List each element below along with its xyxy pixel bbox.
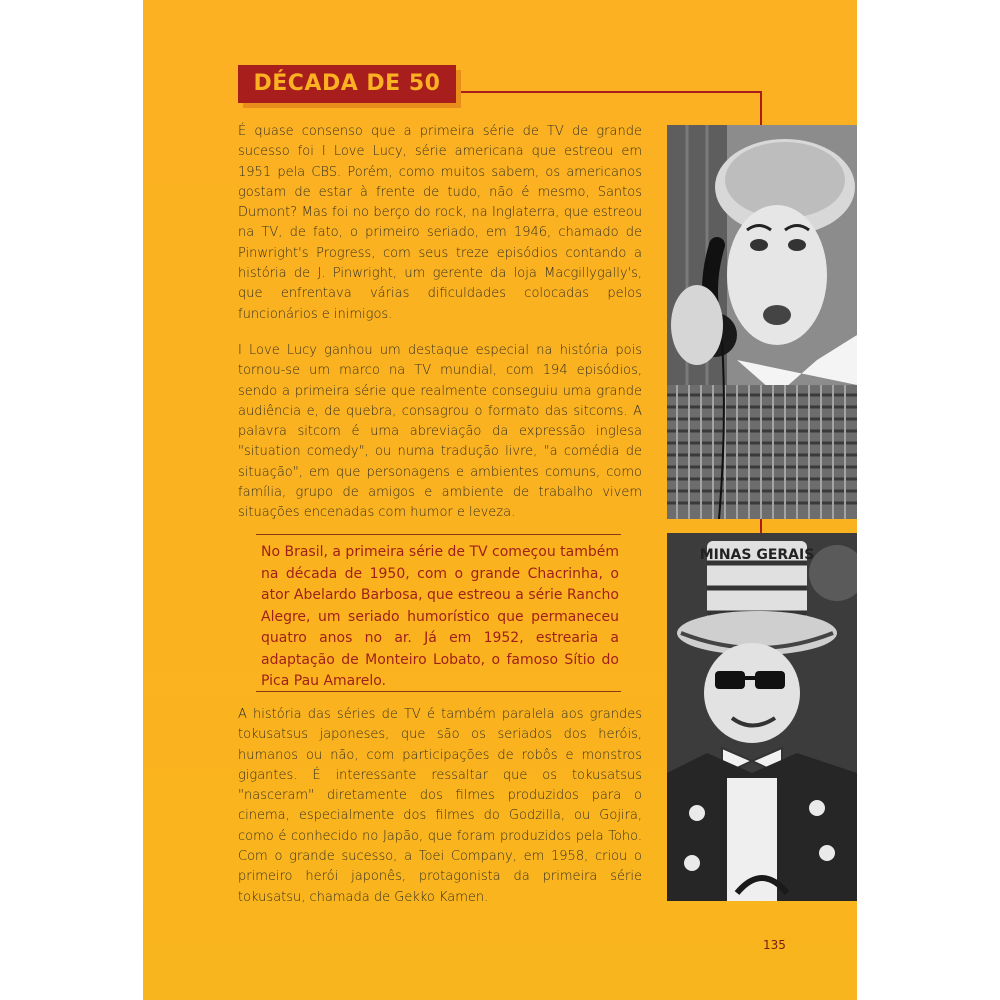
decorative-line — [760, 519, 762, 533]
chacrinha-illustration — [667, 533, 857, 901]
decorative-line — [461, 91, 761, 93]
hat-lettering: MINAS GERAIS — [699, 547, 815, 563]
section-heading-box — [238, 65, 456, 103]
paragraph: A história das séries de TV é também paralela aos grandes tokusatsus japoneses, que são os seriados dos heróis, humanos ou não, com participações de robôs e monstros gigantes. É interessante ressaltar que os tokusatsus "nasceram" diretamente dos filmes produzidos para o cinema, especialmente dos filmes do Godzilla, ou Gojira, como é conhecido no Japão, que foram produzidos pela Toho. Com o grande sucesso, a Toei Company, em 1958, criou o primeiro herói japonês, protagonista da primeira série tokusatsu, chamada de Gekko Kamen. — [238, 707, 642, 905]
callout-paragraph: No Brasil, a primeira série de TV começou também na década de 1950, com o grande Chacrinha, o ator Abelardo Barbosa, que estreou a série Rancho Alegre, um seriado humorístico que permaneceu quatro anos no ar. Já em 1952, estrearia a adaptação de Monteiro Lobato, o famoso Sítio do Pica Pau Amarelo. — [261, 544, 619, 689]
chacrinha-photo — [667, 533, 857, 901]
page-number: 135 — [763, 938, 786, 952]
decorative-line — [760, 91, 762, 125]
section-heading: DÉCADA DE 50 — [253, 71, 441, 96]
callout-rule-top — [256, 534, 621, 535]
paragraph: É quase consenso que a primeira série de TV de grande sucesso foi I Love Lucy, série americana que estreou em 1951 pela CBS. Porém, como muitos sabem, os americanos gostam de estar à frente de tudo, não é mesmo, Santos Dumont? Mas foi no berço do rock, na Inglaterra, que estreou na TV, de fato, o primeiro seriado, em 1946, chamado de Pinwright's Progress, com seus treze episódios contando a história de J. Pinwright, um gerente da loja Macgillygally's, que enfrentava várias dificuldades colocadas pelos funcionários e inimigos. — [238, 124, 642, 322]
paragraph: I Love Lucy ganhou um destaque especial na história pois tornou-se um marco na TV mundial, com 194 episódios, sendo a primeira série que realmente conseguiu uma grande audiência e, de quebra, consagrou o formato das sitcoms. A palavra sitcom é uma abreviação da expressão inglesa "situation comedy", ou numa tradução livre, "a comédia de situação", em que personagens e ambientes comuns, como família, grupo de amigos e ambiente de trabalho vivem situações encenadas com humor e leveza. — [238, 343, 642, 521]
callout-rule-bottom — [256, 691, 621, 692]
lucy-photo — [667, 125, 857, 519]
book-page — [143, 0, 857, 1000]
lucy-illustration — [667, 125, 857, 519]
